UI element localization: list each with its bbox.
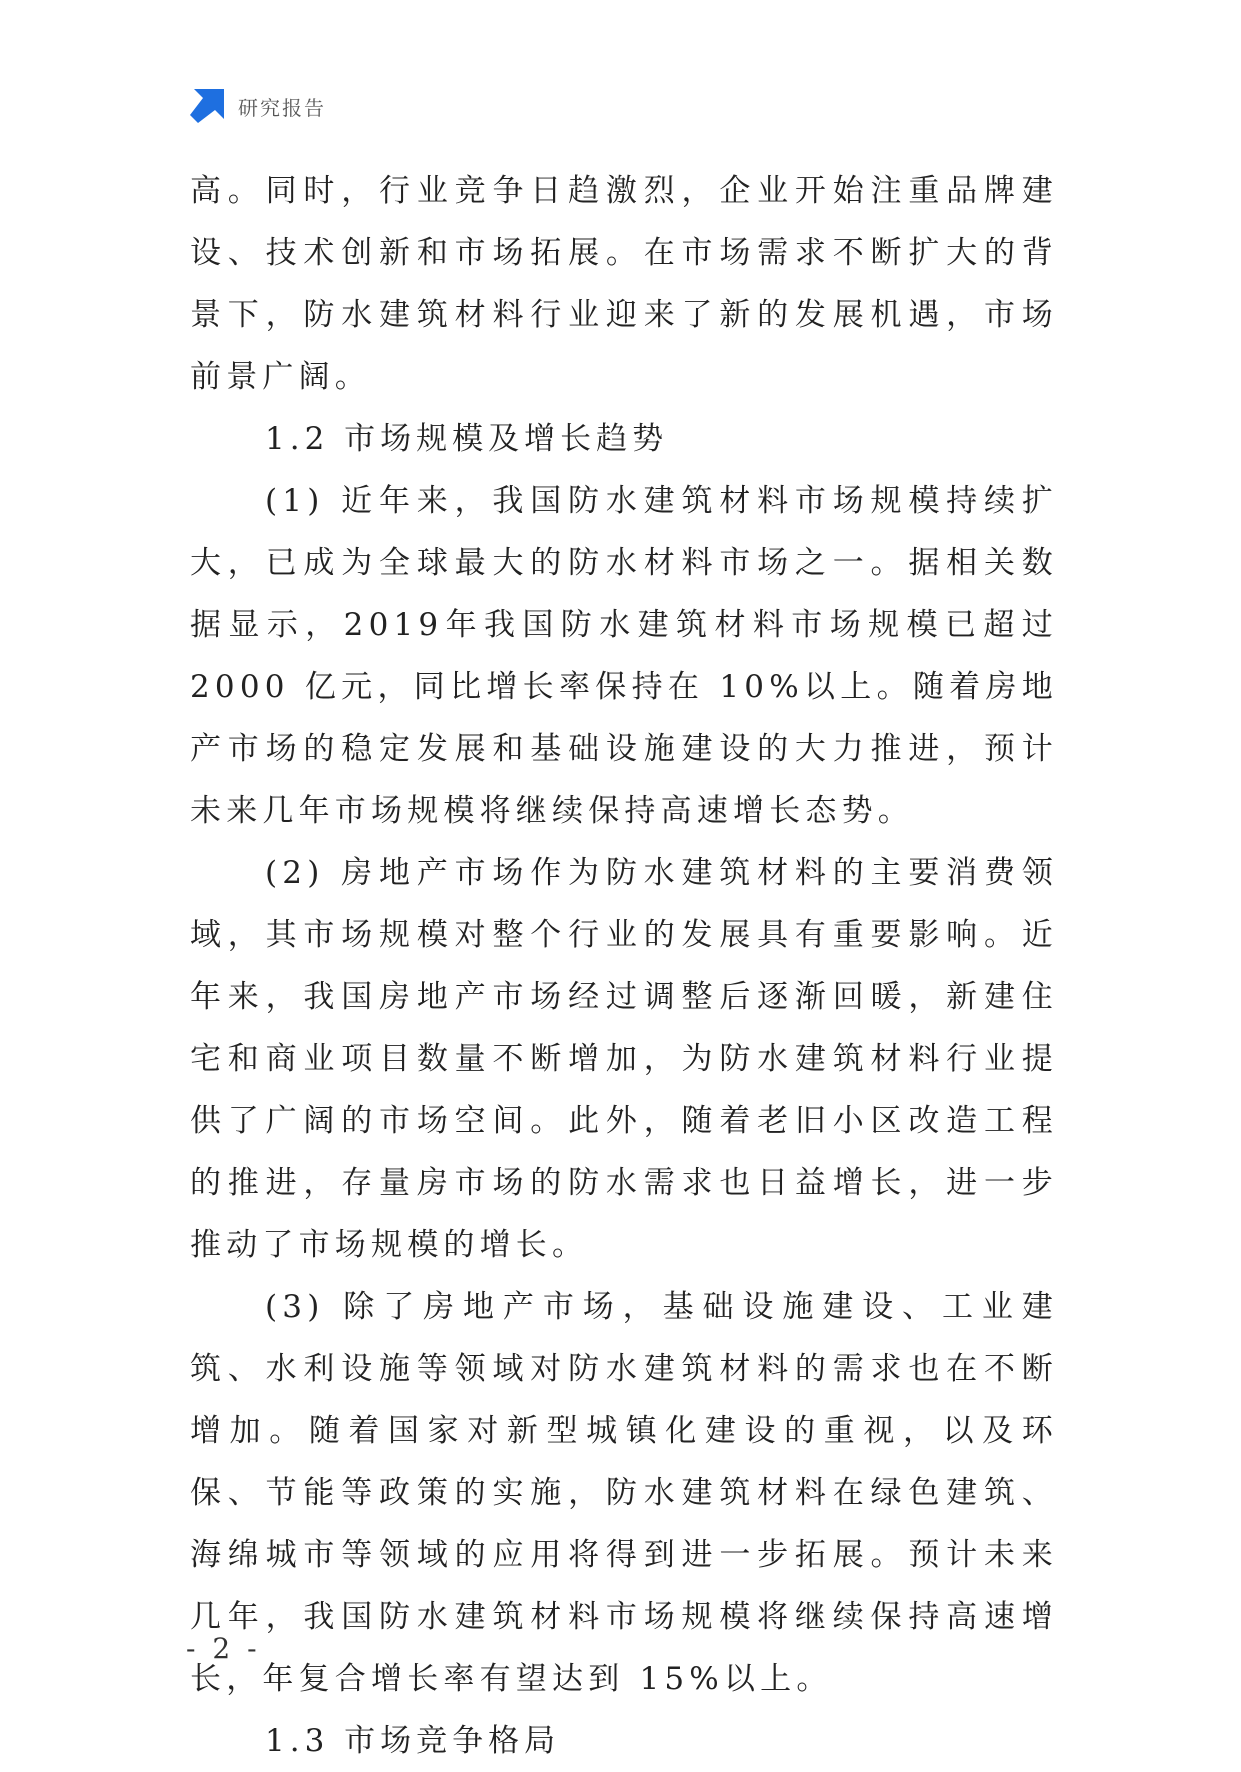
header-title: 研究报告: [238, 95, 326, 120]
document-body: [190, 160, 1058, 1772]
paragraph-2: (2) 房地产市场作为防水建筑材料的主要消费领域，其市场规模对整个行业的发展具有重要影响。近年来，我国房地产市场经过调整后逐渐回暖，新建住宅和商业项目数量不断增加，为防水建筑材料行业提供了广阔的市场空间。此外，随着老旧小区改造工程的推进，存量房市场的防水需求也日益增长，进一步推动了市场规模的增长。: [190, 855, 1058, 1263]
paragraph-1: (1) 近年来，我国防水建筑材料市场规模持续扩大，已成为全球最大的防水材料市场之一。据相关数据显示，2019年我国防水建筑材料市场规模已超过 2000 亿元，同比增长率保持在 10%以上。随着房地产市场的稳定发展和基础设施建设的大力推进，预计未来几年市场规模将继续保持高速增长态势。: [190, 483, 1058, 829]
section-heading-1-2: 1.2 市场规模及增长趋势: [265, 421, 669, 457]
section-heading-1-3: 1.3 市场竞争格局: [265, 1723, 561, 1759]
page-number: - 2 -: [186, 1632, 261, 1665]
arrow-up-right-icon: [190, 89, 224, 123]
paragraph-3: (3) 除了房地产市场，基础设施建设、工业建筑、水利设施等领域对防水建筑材料的需求也在不断增加。随着国家对新型城镇化建设的重视，以及环保、节能等政策的实施，防水建筑材料在绿色建筑、海绵城市等领域的应用将得到进一步拓展。预计未来几年，我国防水建筑材料市场规模将继续保持高速增长，年复合增长率有望达到 15%以上。: [190, 1289, 1058, 1697]
page-header: [190, 88, 326, 124]
paragraph-intro: 高。同时，行业竞争日趋激烈，企业开始注重品牌建设、技术创新和市场拓展。在市场需求不断扩大的背景下，防水建筑材料行业迎来了新的发展机遇，市场前景广阔。: [190, 173, 1058, 395]
